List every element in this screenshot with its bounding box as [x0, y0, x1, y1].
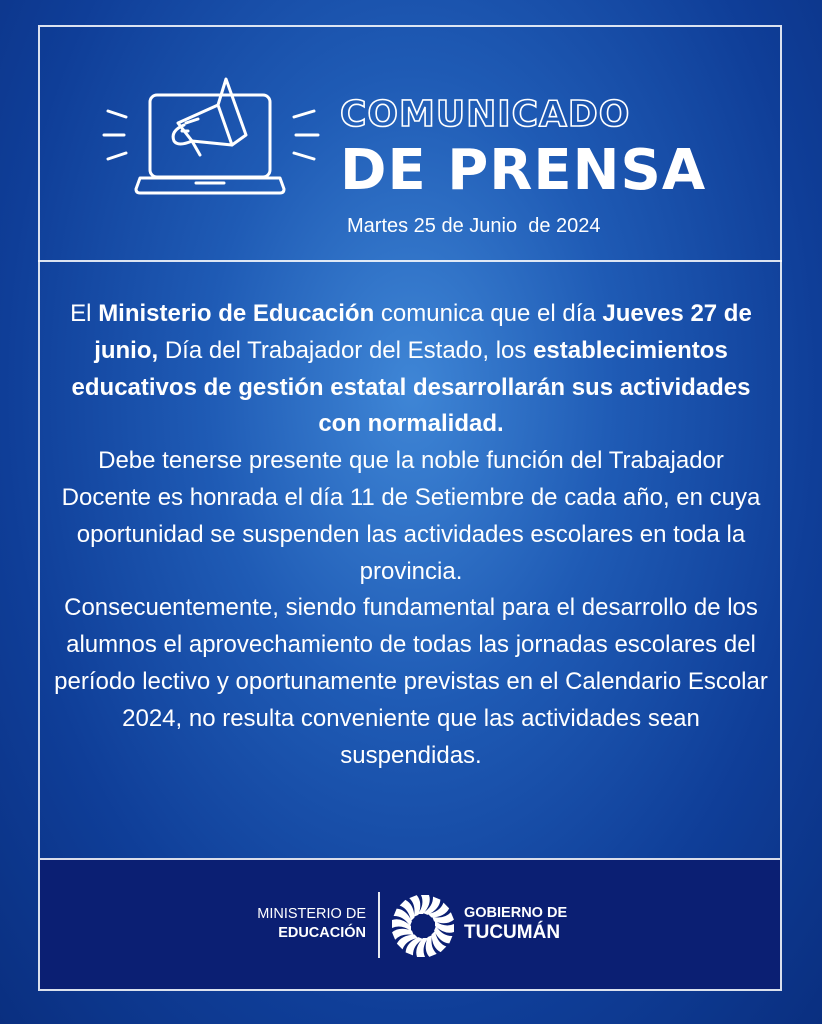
paragraph-conclusion: Consecuentemente, siendo fundamental para el desarrollo de los alumnos el aprovechamiento de todas las jornadas escolares del período lectivo y oportunamente previstas en el Calendario Escolar 2024, no resulta conveniente que las actividades sean suspendidas. [54, 594, 768, 769]
ministry-line1: MINISTERIO DE [257, 906, 366, 922]
page-title-line1: COMUNICADO [340, 94, 631, 135]
press-release-date: Martes 25 de Junio de 2024 [347, 215, 601, 237]
government-logo-text [464, 904, 604, 942]
tucuman-sun-logo-icon [390, 893, 456, 959]
announcement-highlight: establecimientos educativos de gestión estatal desarrollarán sus actividades con normalidad. [71, 336, 751, 438]
ministry-logo-text [240, 905, 366, 943]
header-divider [38, 260, 782, 262]
paragraph-announcement: El Ministerio de Educación comunica que el día Jueves 27 de junio, Día del Trabajador del Estado, los establecimientos educativos de gestión estatal desarrollarán sus actividades con normalidad. [70, 300, 752, 438]
government-line1: GOBIERNO DE [464, 905, 568, 921]
event-date: Jueves 27 de junio, [94, 300, 752, 364]
press-release-body [52, 296, 770, 774]
ministry-name: Ministerio de Educación [98, 300, 375, 327]
government-line2: TUCUMÁN [464, 922, 561, 943]
footer-separator [378, 892, 380, 958]
page-title-line2: DE PRENSA [340, 138, 707, 203]
ministry-line2: EDUCACIÓN [278, 925, 366, 941]
paragraph-context: Debe tenerse presente que la noble función del Trabajador Docente es honrada el día 11 de Setiembre de cada año, en cuya oportunidad se suspenden las actividades escolares en toda la provincia. [61, 447, 761, 585]
megaphone-laptop-icon [100, 75, 330, 205]
